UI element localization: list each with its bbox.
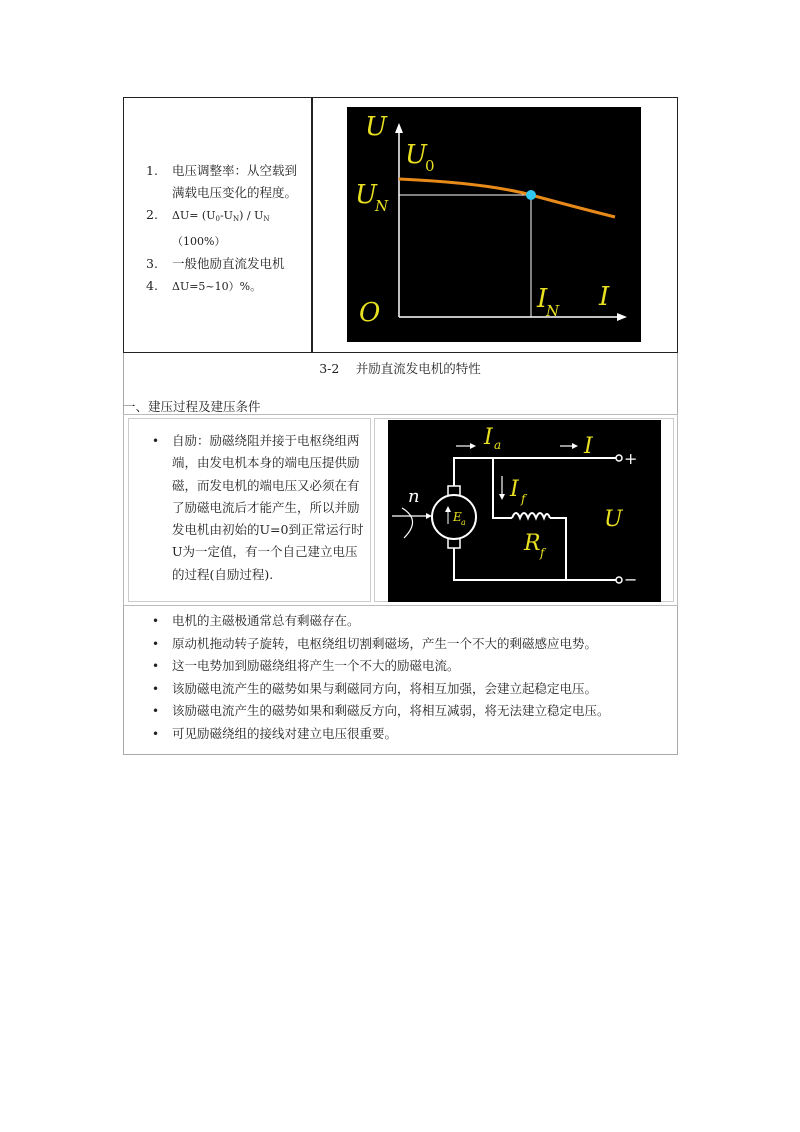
list-item: 4. ΔU=5~10）%。 [146,278,262,293]
svg-text:a: a [494,438,502,452]
residual-magnetism-list [148,610,668,745]
un-label: U [355,180,377,210]
i-label: I [584,434,593,459]
list-item: 3. 一般他励直流发电机 [146,256,285,271]
svg-text:f: f [521,492,526,506]
n-label: n [408,486,420,507]
list-item: 1. 电压调整率：从空载到 满载电压变化的程度。 [146,163,298,200]
list-item: • 可见励磁绕组的接线对建立电压很重要。 [148,723,668,746]
list-item: • 自励：励磁绕阻并接于电枢绕组两 端，由发电机本身的端电压提供励 磁，而发电机的端电压又必须在有 了励磁电流后才能产生，所以并励 发电机由初始的U=0到正常运行时 U为一定值，有一个自己建立电压 的过程(自励过程). [148,430,370,586]
list-item: • 这一电势加到励磁绕组将产生一个不大的励磁电流。 [148,655,668,678]
voltage-characteristic-figure [347,107,641,342]
formula: $\Delta U= (U_0-U_N) / U_N(100\%)$ [172,209,270,248]
list-item: 2. $\Delta U= (U_0-U_N) / U_N(100\%)$ [146,207,270,248]
origin-label: O [359,298,381,328]
u-axis-label: U [365,112,387,142]
if-label: I [510,477,519,502]
rated-point [526,190,536,200]
u0-subscript: 0 [425,157,435,175]
u0-label: U [405,140,427,170]
un-subscript: N [375,197,389,215]
svg-text:a: a [461,518,466,527]
figure-background [347,107,641,342]
in-subscript: N [546,302,560,320]
in-label: I [537,284,548,314]
rf-label: R [524,531,541,556]
voltage-regulation-list [146,160,312,298]
i-axis-label: I [599,282,610,312]
subsection-title: 一、建压过程及建压条件 [123,399,261,414]
list-item: • 该励磁电流产生的磁势如果和剩磁反方向，将相互减弱，将无法建立稳定电压。 [148,700,668,723]
svg-text:f: f [540,546,545,560]
ea-label: E [453,510,462,524]
self-excitation-list [148,430,370,586]
minus-label: − [624,570,638,589]
u-label: U [604,507,623,532]
list-item: • 原动机拖动转子旋转，电枢绕组切割剩磁场，产生一个不大的剩磁感应电势。 [148,633,668,656]
section-title: 3-2 并励直流发电机的特性 [319,361,481,376]
shunt-generator-circuit-figure [388,420,661,602]
plus-label: + [624,449,638,468]
ia-label: I [484,425,493,450]
list-item: • 该励磁电流产生的磁势如果与剩磁同方向，将相互加强，会建立起稳定电压。 [148,678,668,701]
list-item: • 电机的主磁极通常总有剩磁存在。 [148,610,668,633]
